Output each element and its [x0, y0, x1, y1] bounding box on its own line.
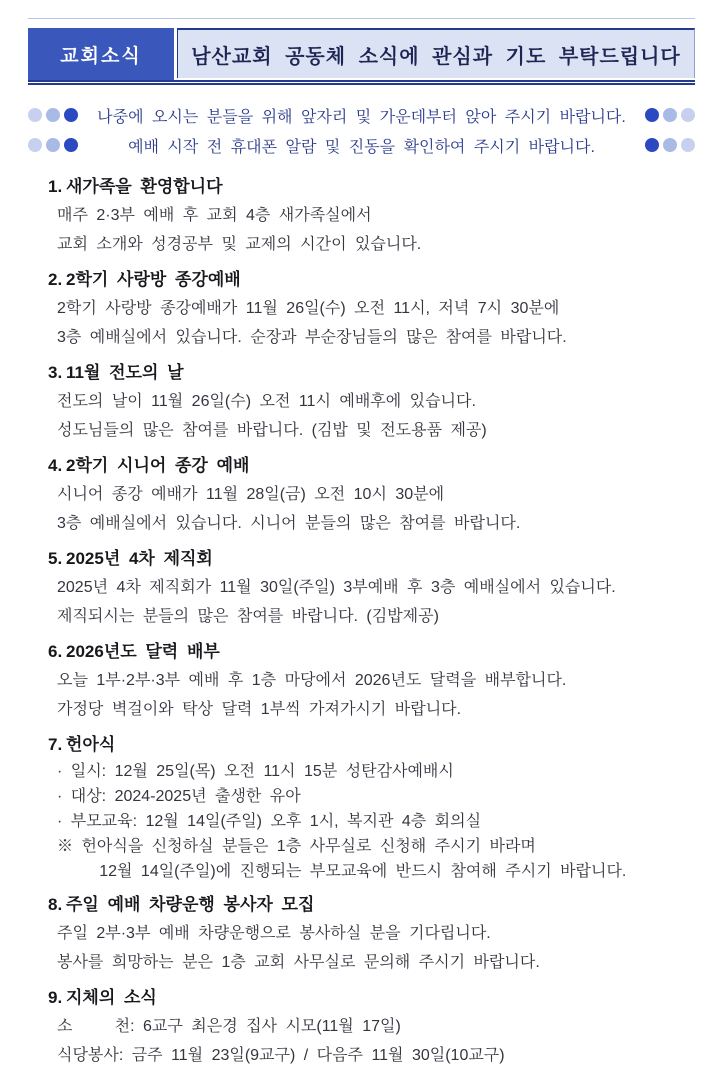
item-title-text: 주일 예배 차량운행 봉사자 모집 — [66, 895, 315, 914]
item-line: 오늘 1부·2부·3부 예배 후 1층 마당에서 2026년도 달력을 배부합니다. — [57, 672, 567, 689]
section-tag-label: 교회소식 — [60, 45, 142, 67]
item-line: 제직되시는 분들의 많은 참여를 바랍니다. (김밥제공) — [57, 608, 439, 625]
item-line: 2학기 사랑방 종강예배가 11월 26일(수) 오전 11시, 저녁 7시 30분에 — [57, 300, 560, 317]
header-title-box — [177, 28, 695, 78]
item-title — [48, 358, 695, 387]
item-title-text: 새가족을 환영합니다 — [66, 177, 223, 196]
item-body — [48, 387, 695, 445]
item-line: 주일 2부·3부 예배 차량운행으로 봉사하실 분을 기다립니다. — [57, 925, 491, 942]
dot-icon — [28, 138, 42, 152]
item-line: ※ 헌아식을 신청하실 분들은 1층 사무실로 신청해 주시기 바라며 — [57, 838, 536, 855]
announcement-list — [28, 172, 695, 1070]
item-title-text: 11월 전도의 날 — [66, 363, 184, 382]
item-body — [48, 573, 695, 631]
announcement-item-2 — [48, 265, 695, 352]
item-body — [48, 201, 695, 259]
dot-icon — [28, 108, 42, 122]
dot-icon — [663, 138, 677, 152]
item-title — [48, 172, 695, 201]
right-dots-icon — [645, 138, 695, 152]
item-line: 가정당 벽걸이와 탁상 달력 1부씩 가져가시기 바랍니다. — [57, 701, 462, 718]
item-line: 소 천: 6교구 최은경 집사 시모(11월 17일) — [57, 1018, 401, 1035]
item-number: 4. — [48, 456, 63, 475]
item-line: 봉사를 희망하는 분은 1층 교회 사무실로 문의해 주시기 바랍니다. — [57, 954, 540, 971]
announcement-item-1 — [48, 172, 695, 259]
page-title: 남산교회 공동체 소식에 관심과 기도 부탁드립니다 — [191, 45, 681, 68]
item-body — [48, 759, 695, 884]
item-number: 3. — [48, 363, 63, 382]
dot-icon — [46, 108, 60, 122]
right-dots-icon — [645, 108, 695, 122]
dot-icon — [663, 108, 677, 122]
item-number: 7. — [48, 735, 63, 754]
dot-icon — [645, 108, 659, 122]
top-divider — [28, 18, 695, 19]
dot-icon — [64, 138, 78, 152]
announcement-item-5 — [48, 544, 695, 631]
notice-row — [28, 130, 695, 160]
announcement-item-9 — [48, 983, 695, 1070]
item-body — [48, 294, 695, 352]
item-number: 6. — [48, 642, 63, 661]
item-title — [48, 730, 695, 759]
item-line: 3층 예배실에서 있습니다. 시니어 분들의 많은 참여를 바랍니다. — [57, 515, 521, 532]
item-title — [48, 637, 695, 666]
header — [28, 28, 695, 85]
item-number: 9. — [48, 988, 63, 1007]
announcement-item-8 — [48, 890, 695, 977]
item-title — [48, 983, 695, 1012]
dot-icon — [645, 138, 659, 152]
item-line: 2025년 4차 제직회가 11월 30일(주일) 3부예배 후 3층 예배실에서 있습니다. — [57, 579, 616, 596]
item-body — [48, 1012, 695, 1070]
dot-icon — [681, 138, 695, 152]
item-title — [48, 890, 695, 919]
item-line: · 부모교육: 12월 14일(주일) 오후 1시, 복지관 4층 회의실 — [57, 813, 482, 830]
announcement-item-4 — [48, 451, 695, 538]
item-body — [48, 480, 695, 538]
item-line: 성도님들의 많은 참여를 바랍니다. (김밥 및 전도용품 제공) — [57, 422, 487, 439]
item-line: · 일시: 12월 25일(목) 오전 11시 15분 성탄감사예배시 — [57, 763, 454, 780]
item-line: · 대상: 2024-2025년 출생한 유아 — [57, 788, 301, 805]
item-number: 1. — [48, 177, 63, 196]
notice-row — [28, 100, 695, 130]
item-line: 3층 예배실에서 있습니다. 순장과 부순장님들의 많은 참여를 바랍니다. — [57, 329, 567, 346]
item-title-text: 지체의 소식 — [66, 988, 157, 1007]
item-title — [48, 544, 695, 573]
item-line: 식당봉사: 금주 11월 23일(9교구) / 다음주 11월 30일(10교구) — [57, 1047, 505, 1064]
item-number: 2. — [48, 270, 63, 289]
item-title-text: 2학기 사랑방 종강예배 — [66, 270, 241, 289]
item-line: 교회 소개와 성경공부 및 교제의 시간이 있습니다. — [57, 236, 422, 253]
item-line: 매주 2·3부 예배 후 교회 4층 새가족실에서 — [57, 207, 372, 224]
left-dots-icon — [28, 138, 78, 152]
dot-icon — [681, 108, 695, 122]
notice-banner — [28, 100, 695, 160]
item-number: 8. — [48, 895, 63, 914]
item-title — [48, 265, 695, 294]
item-title-text: 2026년도 달력 배부 — [66, 642, 220, 661]
item-title-text: 2025년 4차 제직회 — [66, 549, 213, 568]
announcement-item-3 — [48, 358, 695, 445]
item-line: 12월 14일(주일)에 진행되는 부모교육에 반드시 참여해 주시기 바랍니다. — [57, 863, 627, 880]
item-title — [48, 451, 695, 480]
item-number: 5. — [48, 549, 63, 568]
item-line: 전도의 날이 11월 26일(수) 오전 11시 예배후에 있습니다. — [57, 393, 476, 410]
item-body — [48, 919, 695, 977]
announcement-item-7 — [48, 730, 695, 884]
dot-icon — [46, 138, 60, 152]
section-tag — [28, 28, 174, 80]
notice-text: 예배 시작 전 휴대폰 알람 및 진동을 확인하여 주시기 바랍니다. — [128, 138, 595, 156]
item-title-text: 헌아식 — [66, 735, 116, 754]
item-body — [48, 666, 695, 724]
left-dots-icon — [28, 108, 78, 122]
dot-icon — [64, 108, 78, 122]
notice-text: 나중에 오시는 분들을 위해 앞자리 및 가운데부터 앉아 주시기 바랍니다. — [97, 108, 626, 126]
item-title-text: 2학기 시니어 종강 예배 — [66, 456, 250, 475]
item-line: 시니어 종강 예배가 11월 28일(금) 오전 10시 30분에 — [57, 486, 445, 503]
announcement-item-6 — [48, 637, 695, 724]
